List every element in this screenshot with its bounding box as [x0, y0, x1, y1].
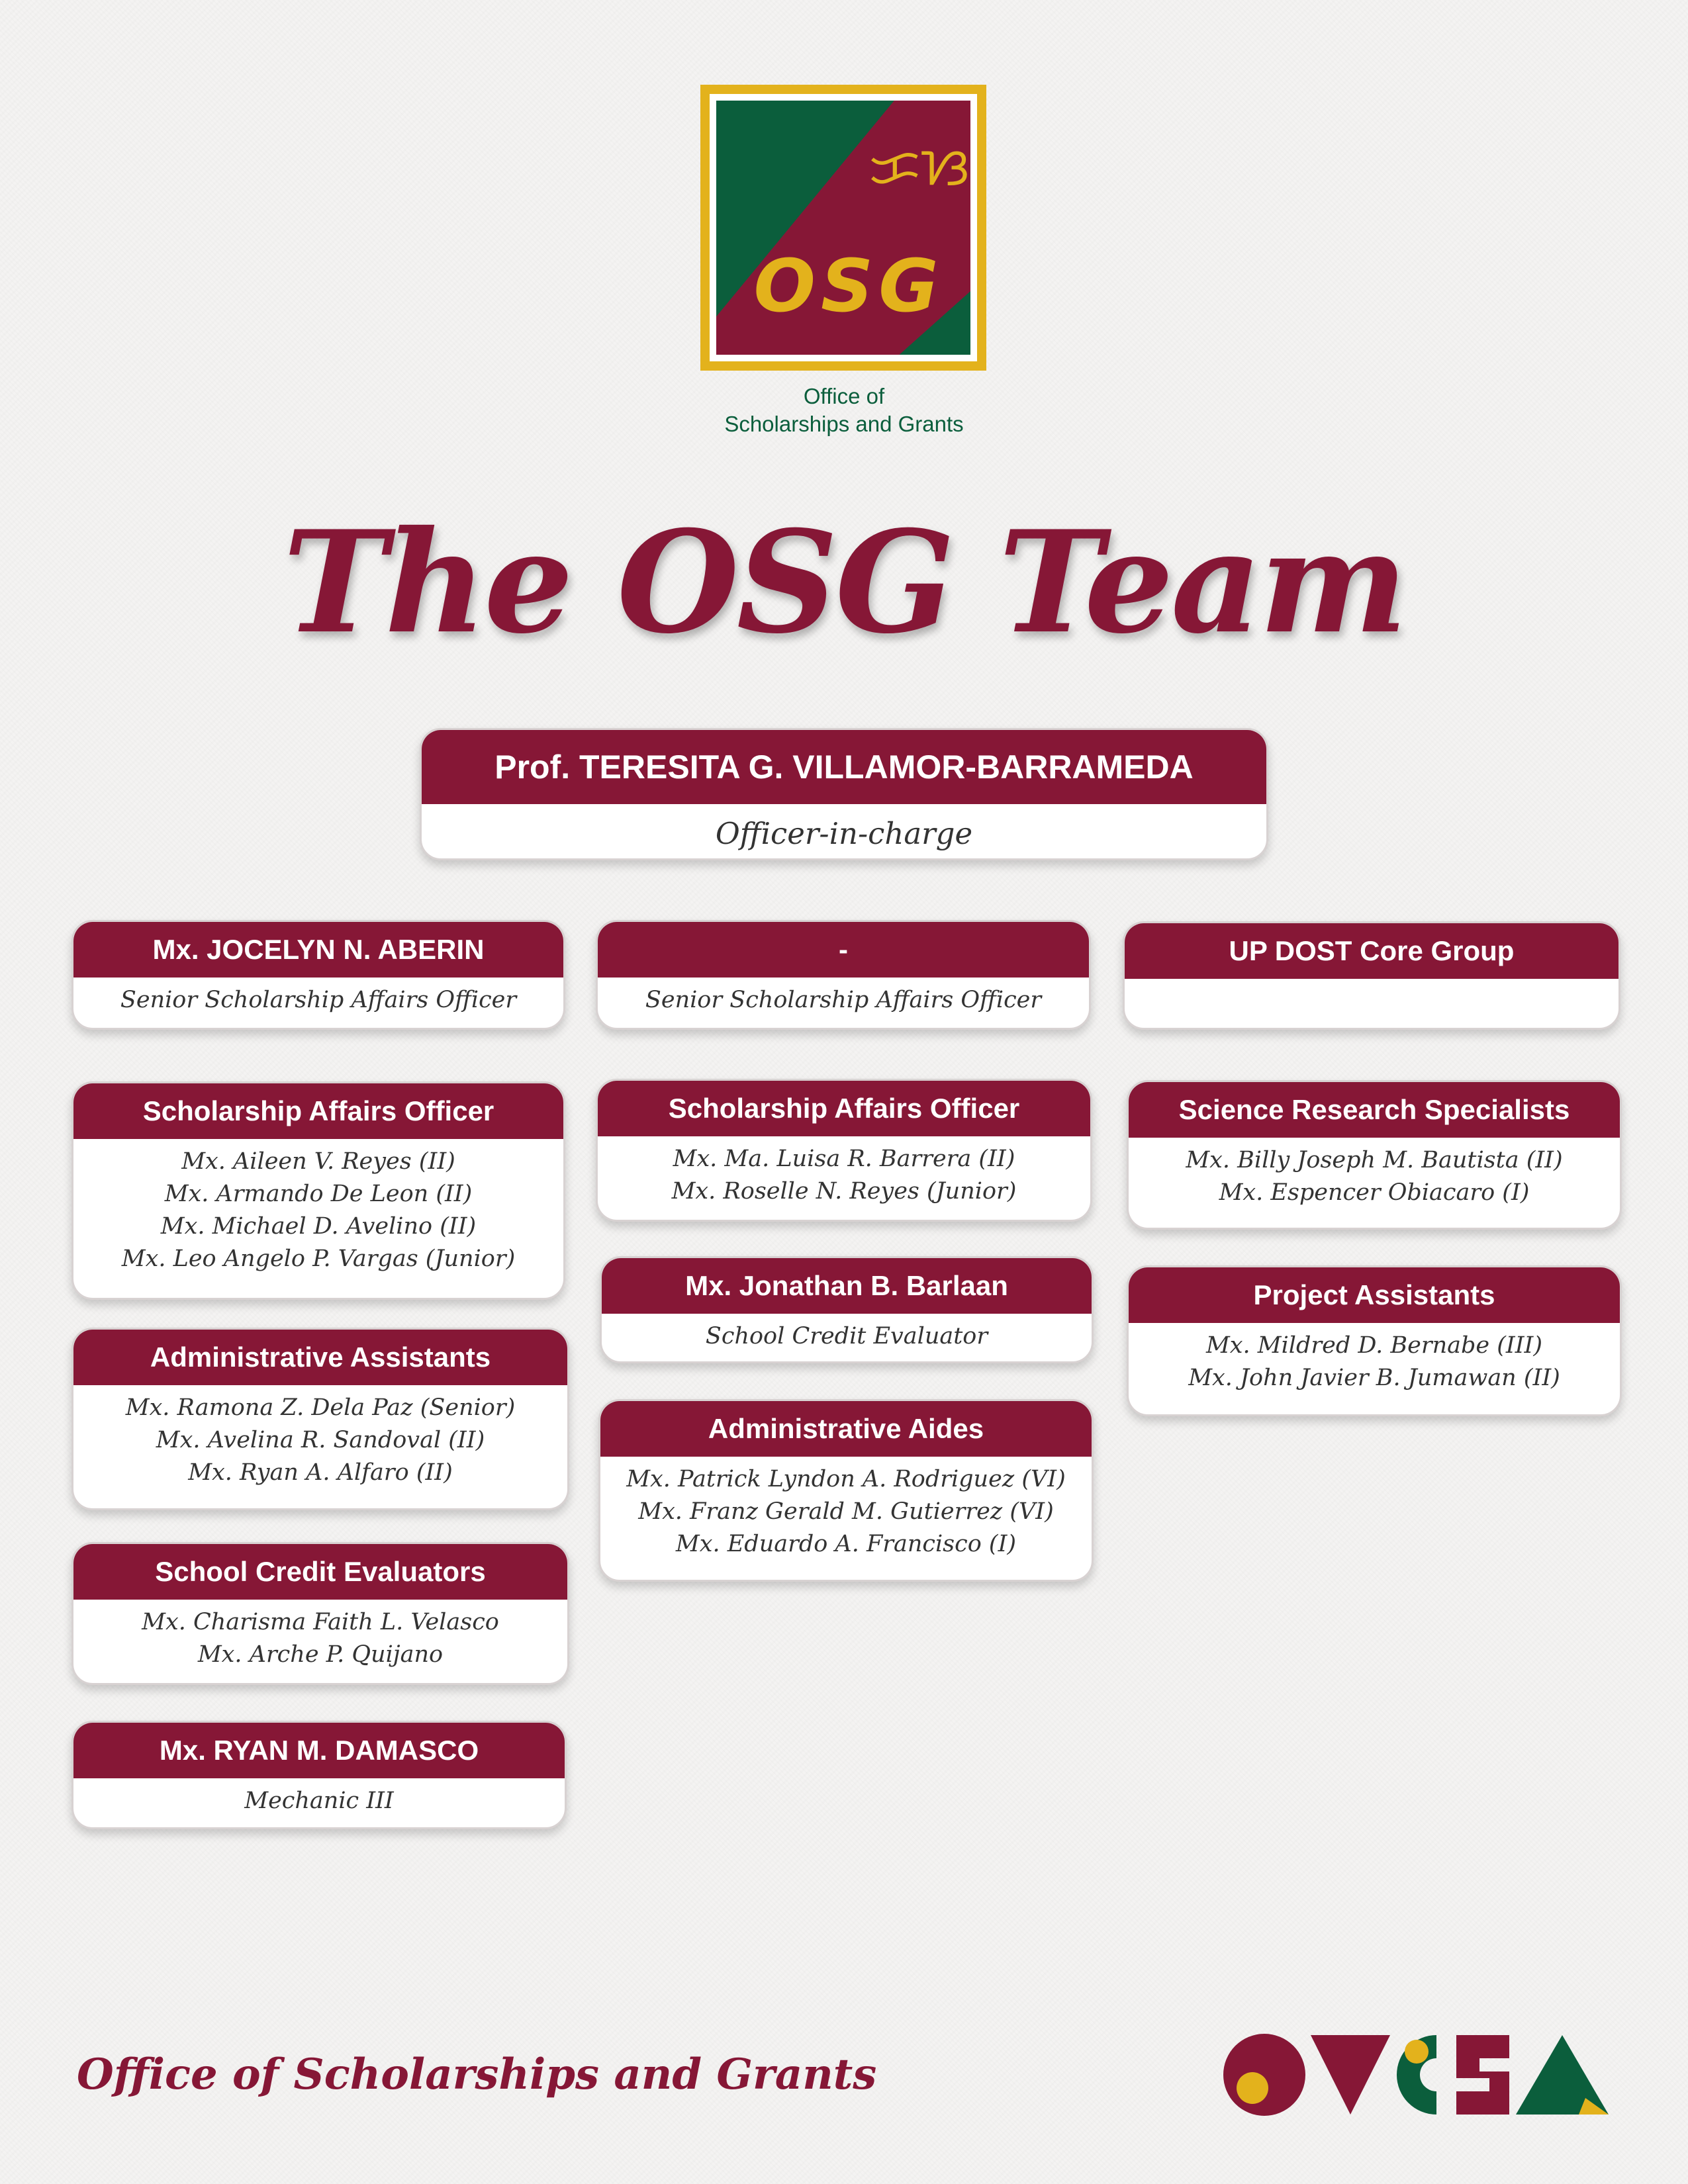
card-line: Mx. Ma. Luisa R. Barrera (II): [673, 1146, 1015, 1172]
footer-text: Office of Scholarships and Grants: [77, 2050, 877, 2099]
card-line: Mechanic III: [244, 1788, 394, 1814]
card-line: Mx. Charisma Faith L. Velasco: [142, 1609, 499, 1635]
card-col2-senior: [596, 920, 1091, 1030]
card-body: [602, 1314, 1092, 1353]
card-line: Mx. Mildred D. Bernabe (III): [1205, 1332, 1543, 1359]
card-col1-school-credit-evaluators: [71, 1542, 569, 1685]
card-header: Administrative Aides: [600, 1401, 1092, 1457]
card-header: Project Assistants: [1129, 1267, 1620, 1323]
card-body: [598, 1136, 1090, 1208]
card-header: Scholarship Affairs Officer: [73, 1083, 563, 1139]
card-line: Mx. Armando De Leon (II): [164, 1181, 473, 1207]
card-line: Mx. Aileen V. Reyes (II): [181, 1148, 455, 1175]
card-line: Mx. Patrick Lyndon A. Rodriguez (VI): [626, 1466, 1066, 1492]
card-header: Scholarship Affairs Officer: [598, 1081, 1090, 1136]
officer-card: [420, 728, 1268, 860]
card-col2-admin-aides: [598, 1399, 1094, 1582]
logo-caption-line1: Office of: [803, 384, 885, 408]
osg-wordmark: OSG: [753, 244, 944, 328]
card-line: Mx. Arche P. Quijano: [197, 1641, 444, 1668]
card-line: Mx. John Javier B. Jumawan (II): [1188, 1365, 1560, 1391]
card-line: Mx. Michael D. Avelino (II): [160, 1213, 477, 1240]
card-line: Senior Scholarship Affairs Officer: [120, 987, 517, 1013]
card-body: [73, 1600, 567, 1671]
card-line: School Credit Evaluator: [705, 1323, 988, 1349]
card-body: [598, 978, 1089, 1017]
card-body: [1125, 979, 1618, 985]
officer-role: Officer-in-charge: [715, 816, 973, 851]
card-col1-admin-assistants: [71, 1328, 569, 1510]
logo-caption-line2: Scholarships and Grants: [724, 412, 964, 436]
card-header: Science Research Specialists: [1129, 1082, 1620, 1138]
baybayin-mark: ᜃᜐ: [868, 136, 970, 197]
card-header: School Credit Evaluators: [73, 1544, 567, 1600]
page-title: The OSG Team: [283, 500, 1405, 664]
card-col2-school-credit-evaluator: [600, 1256, 1094, 1363]
card-line: Mx. Roselle N. Reyes (Junior): [671, 1178, 1017, 1205]
card-col3-dost-core: [1123, 921, 1620, 1030]
card-line: Senior Scholarship Affairs Officer: [645, 987, 1042, 1013]
card-line: Mx. Ramona Z. Dela Paz (Senior): [125, 1394, 516, 1421]
card-body: [73, 1139, 563, 1275]
card-header: Mx. RYAN M. DAMASCO: [73, 1723, 565, 1778]
card-body: [73, 1778, 565, 1817]
card-line: Mx. Franz Gerald M. Gutierrez (VI): [638, 1498, 1054, 1525]
card-col3-project-assistants: [1127, 1265, 1622, 1416]
card-body: [1129, 1138, 1620, 1209]
card-col3-science-research: [1127, 1080, 1622, 1230]
card-header: Administrative Assistants: [73, 1330, 567, 1385]
card-header: -: [598, 922, 1089, 978]
card-body: [600, 1457, 1092, 1561]
card-col1-senior: [71, 920, 565, 1030]
card-line: Mx. Espencer Obiacaro (I): [1219, 1179, 1530, 1206]
card-body: [1129, 1323, 1620, 1394]
card-line: Mx. Leo Angelo P. Vargas (Junior): [121, 1246, 516, 1272]
card-line: Mx. Eduardo A. Francisco (I): [675, 1531, 1017, 1557]
card-line: Mx. Billy Joseph M. Bautista (II): [1186, 1147, 1563, 1173]
card-col2-scholarship-affairs: [596, 1079, 1092, 1222]
card-header: Mx. Jonathan B. Barlaan: [602, 1258, 1092, 1314]
officer-name: Prof. TERESITA G. VILLAMOR-BARRAMEDA: [422, 730, 1266, 804]
card-body: [73, 978, 563, 1017]
ovcsa-logo: [1218, 2025, 1615, 2124]
card-line: Mx. Ryan A. Alfaro (II): [188, 1459, 453, 1486]
card-col1-scholarship-affairs: [71, 1081, 565, 1300]
card-body: [73, 1385, 567, 1489]
card-header: Mx. JOCELYN N. ABERIN: [73, 922, 563, 978]
card-col1-mechanic: [71, 1721, 567, 1829]
osg-logo: [700, 85, 986, 371]
card-line: Mx. Avelina R. Sandoval (II): [156, 1427, 485, 1453]
logo-caption: [662, 383, 1026, 438]
card-header: UP DOST Core Group: [1125, 923, 1618, 979]
